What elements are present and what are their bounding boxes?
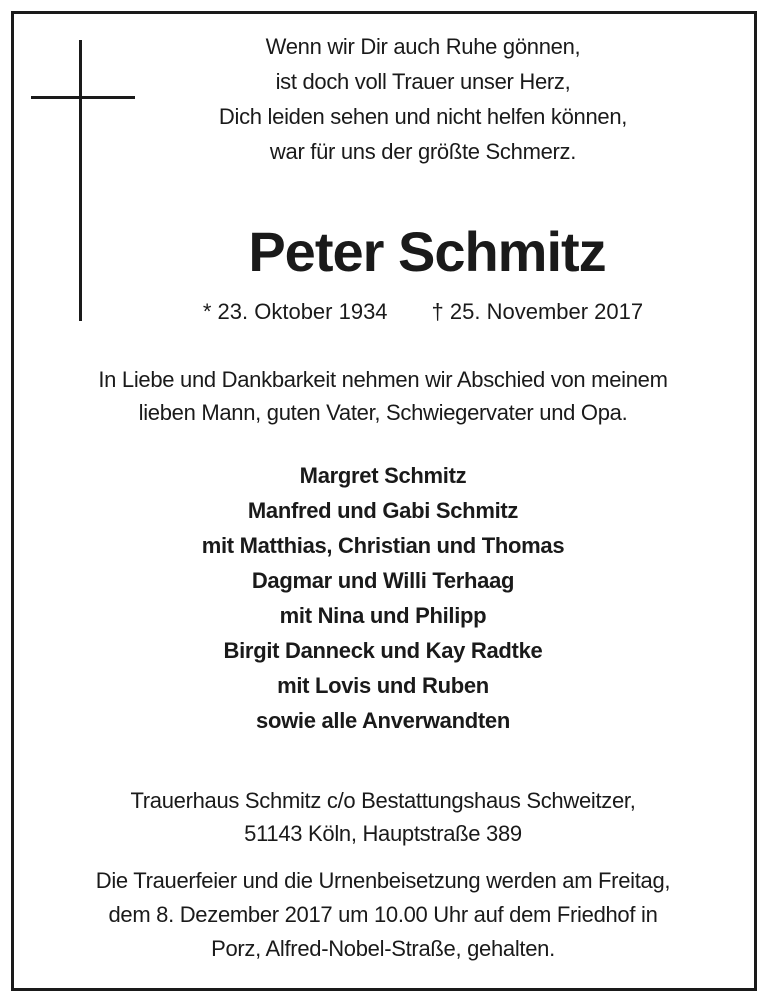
- mourner-line: Dagmar und Willi Terhaag: [251, 568, 515, 593]
- poem-line: Wenn wir Dir auch Ruhe gönnen,: [265, 34, 581, 59]
- mourner-line: Manfred und Gabi Schmitz: [247, 498, 519, 523]
- mourner-line: mit Nina und Philipp: [279, 603, 487, 628]
- mourner-line: mit Lovis und Ruben: [277, 673, 489, 698]
- life-dates: [0, 297, 766, 327]
- address-line: 51143 Köln, Hauptstraße 389: [244, 821, 522, 846]
- ceremony-line: dem 8. Dezember 2017 um 10.00 Uhr auf dem Friedhof in: [108, 902, 658, 927]
- ceremony-line: Porz, Alfred-Nobel-Straße, gehalten.: [211, 936, 555, 961]
- farewell-line: lieben Mann, guten Vater, Schwiegervater und Opa.: [138, 400, 628, 425]
- mourner-line: mit Matthias, Christian und Thomas: [201, 533, 565, 558]
- poem-line: war für uns der größte Schmerz.: [269, 139, 577, 164]
- poem-line: ist doch voll Trauer unser Herz,: [275, 69, 571, 94]
- mourner-line: sowie alle Anverwandten: [256, 708, 510, 733]
- death-date: † 25. November 2017: [431, 299, 644, 324]
- mourner-line: Margret Schmitz: [299, 463, 467, 488]
- deceased-name: Peter Schmitz: [248, 220, 606, 283]
- address-line: Trauerhaus Schmitz c/o Bestattungshaus Schweitzer,: [130, 788, 636, 813]
- ceremony-line: Die Trauerfeier und die Urnenbeisetzung werden am Freitag,: [95, 868, 671, 893]
- birth-date: * 23. Oktober 1934: [202, 299, 388, 324]
- farewell-line: In Liebe und Dankbarkeit nehmen wir Abschied von meinem: [98, 367, 668, 392]
- mourner-line: Birgit Danneck und Kay Radtke: [223, 638, 543, 663]
- poem-line: Dich leiden sehen und nicht helfen können,: [218, 104, 628, 129]
